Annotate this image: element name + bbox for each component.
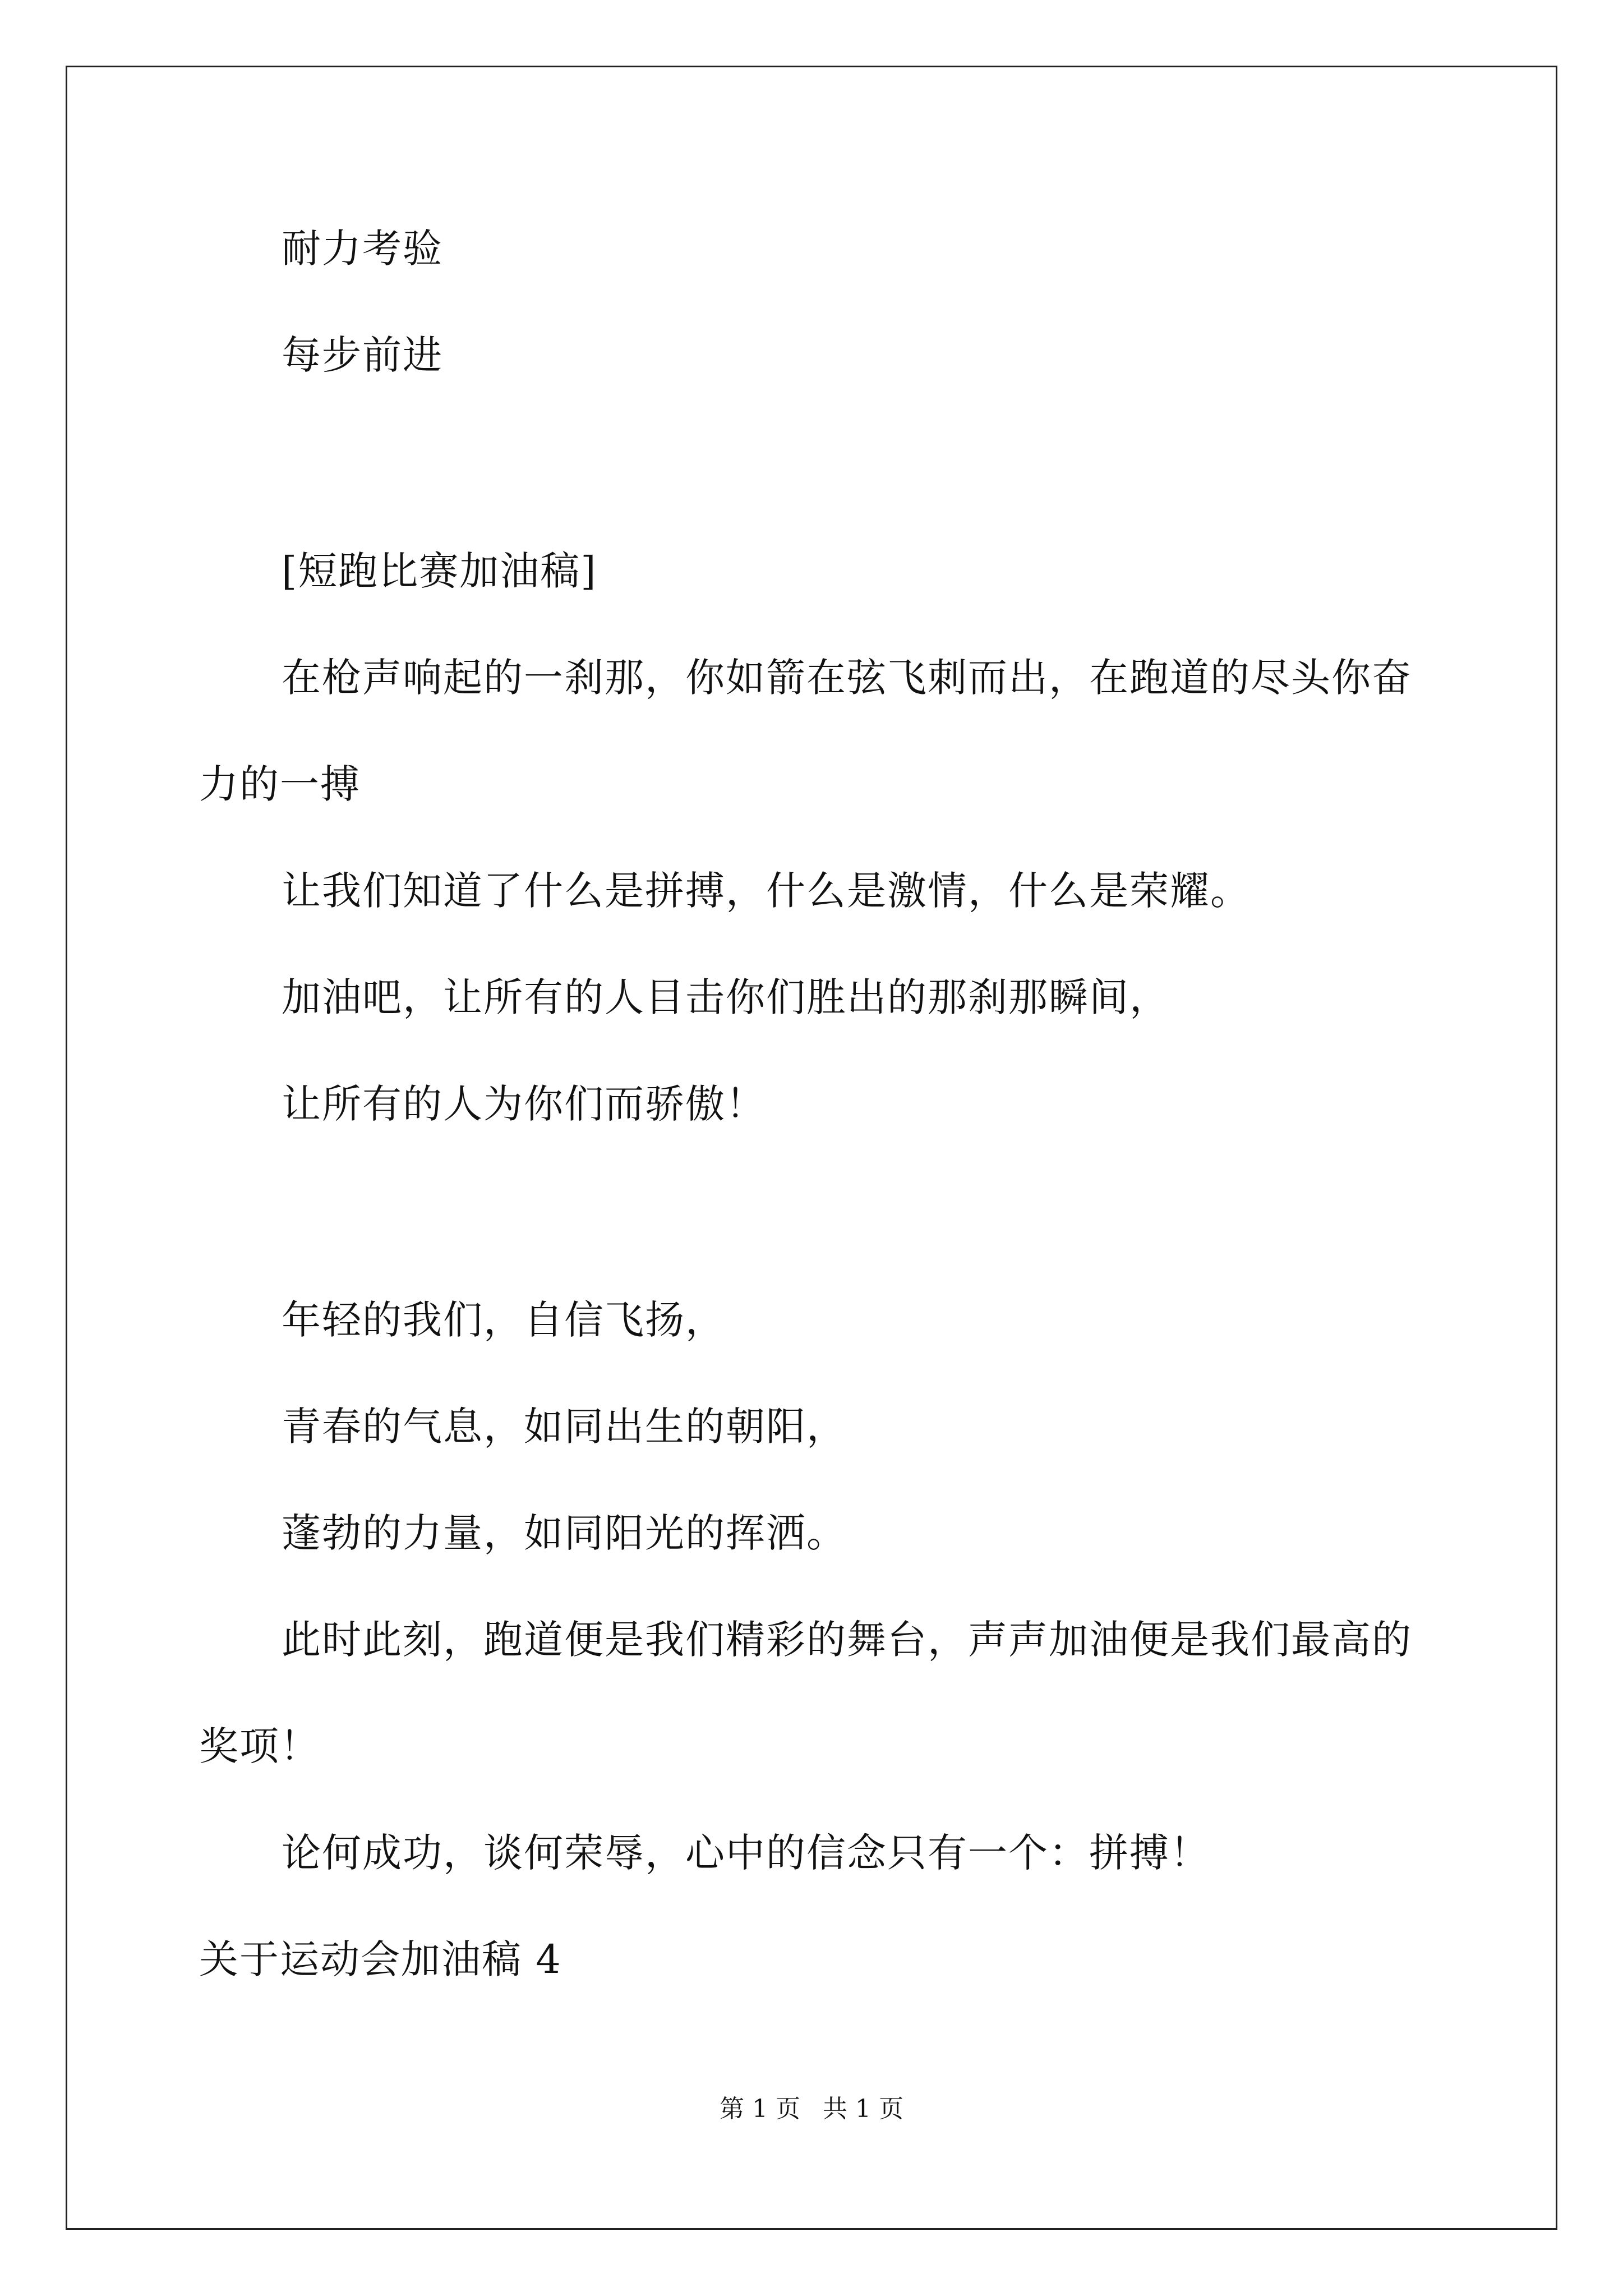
text-line: 让所有的人为你们而骄傲！ (282, 1081, 766, 1127)
text-line: 在枪声响起的一刹那，你如箭在弦飞刺而出，在跑道的尽头你奋 (282, 655, 1412, 701)
page-number-current: 第 1 页 (720, 2095, 800, 2123)
section-title: 关于运动会加油稿 4 (199, 1936, 562, 1982)
text-line: 蓬勃的力量，如同阳光的挥洒。 (282, 1510, 847, 1556)
page-frame (66, 66, 1557, 2230)
text-line: 此时此刻，跑道便是我们精彩的舞台，声声加油便是我们最高的 (282, 1617, 1412, 1663)
text-line: 让我们知道了什么是拼搏，什么是激情，什么是荣耀。 (282, 868, 1251, 914)
page-footer (0, 2092, 1623, 2126)
text-line: 每步前进 (282, 332, 443, 378)
text-line: 论何成功，谈何荣辱，心中的信念只有一个：拼搏！ (282, 1830, 1210, 1876)
text-line: 耐力考验 (282, 226, 443, 272)
page-number-total: 共 1 页 (823, 2095, 903, 2123)
text-line: 力的一搏 (199, 761, 361, 807)
text-line: 加油吧，让所有的人目击你们胜出的那刹那瞬间， (282, 974, 1170, 1020)
text-line: 年轻的我们，自信飞扬， (282, 1297, 726, 1343)
text-line: 青春的气息，如同出生的朝阳， (282, 1404, 847, 1450)
text-line: 奖项！ (199, 1723, 320, 1769)
section-heading: [短跑比赛加油稿] (282, 548, 597, 594)
